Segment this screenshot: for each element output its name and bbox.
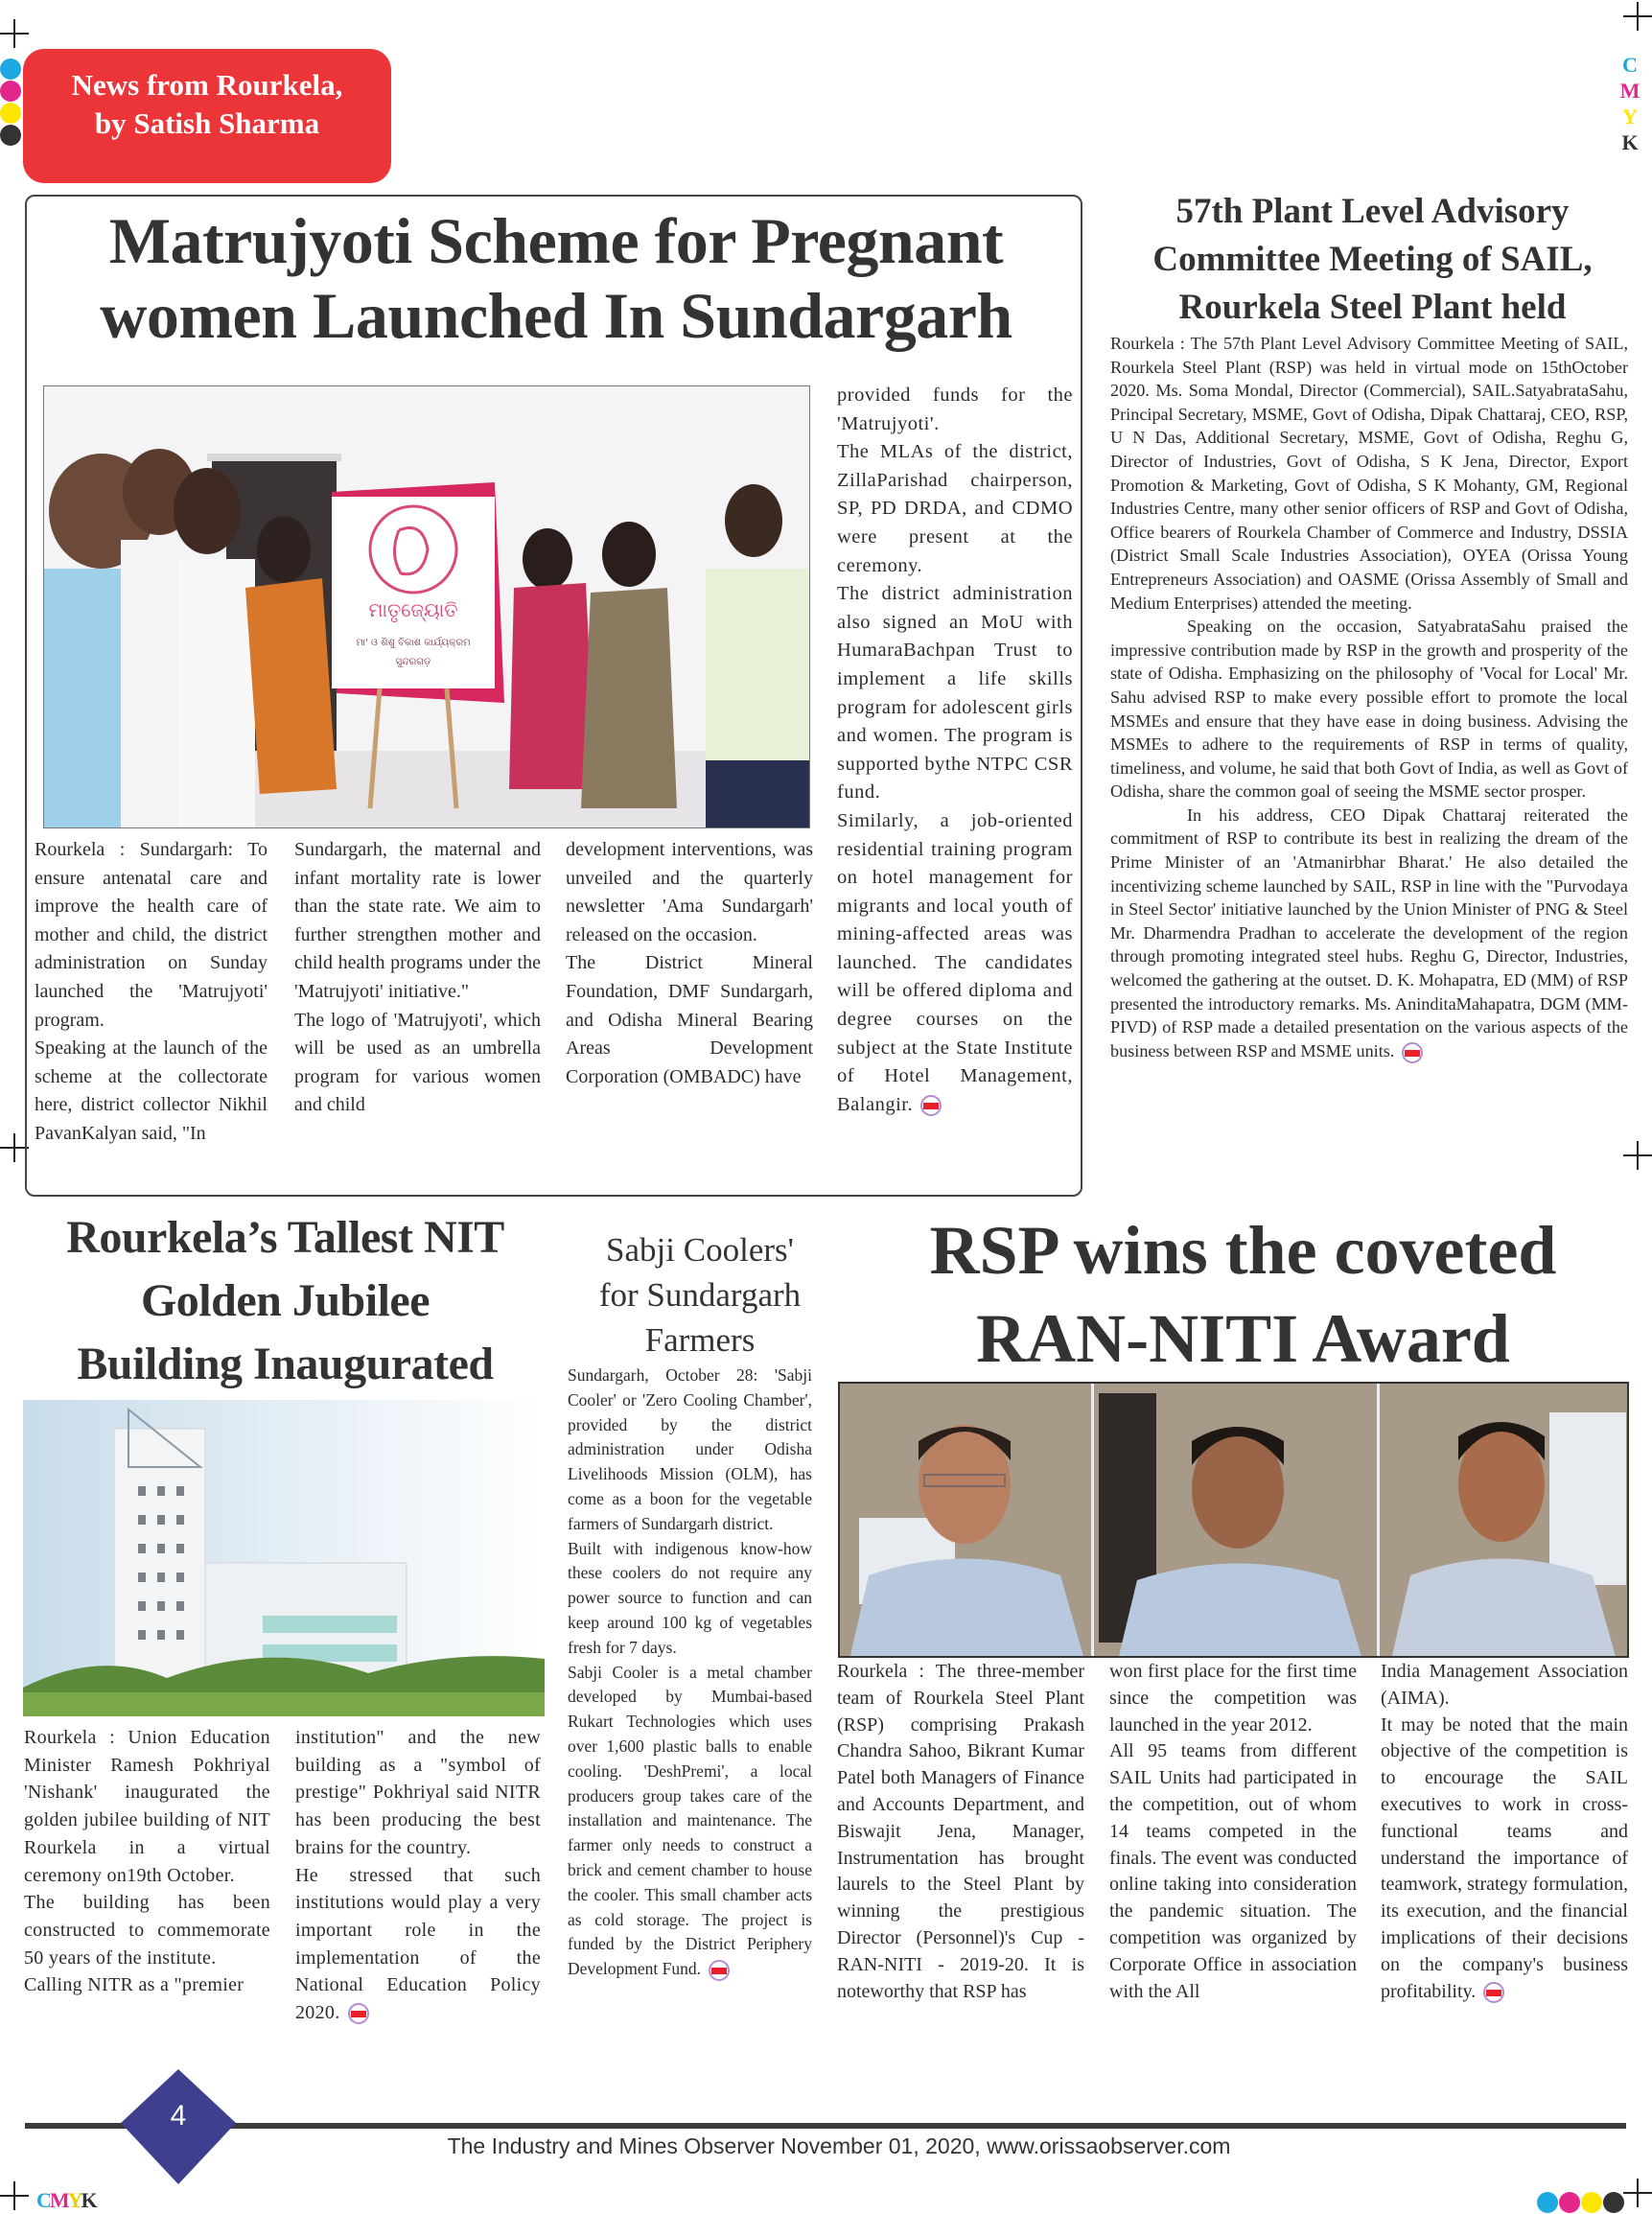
nit-column-1: Rourkela : Union Education Minister Ramesh Pokhriyal 'Nishank' inaugurated the golden jubilee building of NIT Rourkela in a virtual ceremony on19th October. The building has been constructed to commemorate 50 years of the institute. Calling NITR as a "premier xyxy=(24,1727,270,1996)
photo-matrujyoti-launch xyxy=(43,385,810,828)
matrujyoti-column-1: Rourkela : Sundargarh: To ensure antenatal care and improve the health care of mother and child, the district administration on Sunday launched the 'Matrujyoti' program. Speaking at the launch of the scheme at the collectorate here, district collector Nikhil PavanKalyan said, "In xyxy=(35,839,268,1144)
sign-place: ସୁନ୍ଦରଗଡ଼ xyxy=(395,657,431,667)
photo-nit-image xyxy=(23,1400,545,1716)
sabji-body: Sundargarh, October 28: 'Sabji Cooler' or 'Zero Cooling Chamber', provided by the district administration under Odisha Livelihoods Mission (OLM), has come as a boon for the vegetable farmers of Sundargarh district. Built with indigenous know-how these coolers do not require any power source to function and can keep around 100 kg of vegetables fresh for 7 days. Sabji Cooler is a metal chamber developed by Mumbai-based Rukart Technologies which uses over 1,600 plastic balls to enable cooling. 'DeshPremi', a local producers group takes care of the installation and maintenance. The farmer only needs to construct a brick and cement chamber to house the cooler. This small chamber acts as cold storage. The project is funded by the District Periphery Development Fund. xyxy=(568,1363,812,1982)
headline-sabji-coolers: Sabji Coolers' for Sundargarh Farmers xyxy=(598,1231,802,1359)
nit-column-2: institution" and the new building as a "symbol of prestige" Pokhriyal said NITR has been producing the best brains for the country. He stressed that such institutions would play a very important role in the implementation of the National Education Policy 2020. xyxy=(295,1727,541,2024)
yellow-dot xyxy=(1581,2192,1602,2213)
imo-endmark-icon xyxy=(920,1095,942,1116)
photo-nit-building xyxy=(23,1400,545,1716)
registration-mark xyxy=(1623,1141,1652,1170)
footer-rule xyxy=(25,2123,1626,2129)
magenta-dot xyxy=(1559,2192,1580,2213)
page-number: 4 xyxy=(170,2100,187,2132)
footer-publication-line: The Industry and Mines Observer November 01, 2020, www.orissaobserver.com xyxy=(447,2133,1231,2158)
yellow-dot xyxy=(0,103,21,124)
photo-rsp-team xyxy=(838,1382,1629,1658)
sign-title: ମାତୃଜ୍ୟୋତି xyxy=(368,598,458,621)
matrujyoti-column-2: Sundargarh, the maternal and infant mortality rate is lower than the state rate. We aim to further strengthen mother and child health programs under the 'Matrujyoti' initiative." The logo of 'Matrujyoti', which will be used as an umbrella program for various women and child xyxy=(294,839,541,1116)
badge-line-2: by Satish Sharma xyxy=(94,106,320,140)
registration-mark xyxy=(0,2181,29,2210)
plac-body: Rourkela : The 57th Plant Level Advisory Committee Meeting of SAIL, Rourkela Steel Plant (RSP) was held in virtual mode on 15thOctober 2020. Ms. Soma Mondal, Director (Commercial), SAIL.SatyabrataSahu, Principal Secretary, MSME, Govt of Odisha, Dipak Chattaraj, CEO, RSP, U N Das, Additional Secretary, MSME, Govt of Odisha, Reghu G, Director of Industries, Govt of Odisha, S K Jena, Director, Export Promotion & Marketing, Govt of Odisha, S K Mohanty, GM, Regional Industries Centre, many other senior officers of RSP and Govt of Odisha, Office bearers of Rourkela Chamber of Commerce and Industry, DSSIA (District Small Scale Industries Association), OYEA (Orissa Young Entrepreneurs Association) and OASME (Orissa Assembly of Small and Medium Enterprises) attended the meeting. Speaking on the occasion, SatyabrataSahu praised the impressive contribution made by RSP in the growth and prosperity of the state of Odisha. Emphasizing on the philosophy of 'Vocal for Local' Mr. Sahu advised RSP to make every possible effort to promote the local MSMEs and ensure that they have ease in doing business. Advising the MSMEs to adhere to the requirements of RSP in terms of quality, timeliness, and volume, he said that both Govt of India, as well as Govt of Odisha, share the common goal of seeing the MSME sector prosper. In his address, CEO Dipak Chattaraj reiterated the commitment of RSP to contribute its best in realizing the dream of the Prime Minister of an 'Atmanirbhar Bharat.' He also detailed the incentivizing scheme launched by SAIL, RSP in line with the "Purvodaya in Steel Sector' initiative launched by the Union Minister of PNG & Steel Mr. Dharmendra Pradhan to accelerate the development of the region through promoting integrated steel hubs. Reghu G, Director, Industries, welcomed the gathering at the outset. D. K. Mohapatra, ED (MM) of RSP presented the introductory remarks. Ms. AninditaMahapatra, DGM (MM-PIVD) of RSP made a detailed presentation on the various aspects of the business between RSP and MSME units. xyxy=(1110,332,1628,1063)
ran-niti-column-2: won first place for the first time since the competition was launched in the year 2012. All 95 teams from different SAIL Units had participated in the competition, out of whom 14 teams competed in the finals. The event was conducted online taking into consideration the pandemic situation. The competition was organized by Corporate Office in association with the All xyxy=(1109,1661,1357,2002)
cyan-dot xyxy=(1537,2192,1558,2213)
cmyk-label-vertical: C M Y K xyxy=(1619,53,1640,154)
photo-matrujyoti-image xyxy=(44,386,810,828)
black-dot xyxy=(1603,2192,1624,2213)
headline-ran-niti-award: RSP wins the coveted RAN-NITI Award xyxy=(929,1212,1557,1377)
registration-mark xyxy=(1623,2179,1652,2207)
ran-niti-column-1: Rourkela : The three-member team of Rourkela Steel Plant (RSP) comprising Prakash Chandra Sahoo, Bikrant Kumar Patel both Managers of Finance and Accounts Department, and Biswajit Jena, Manager, Instrumentation has brought laurels to the Steel Plant by winning the prestigious Director (Personnel)'s Cup - RAN-NITI - 2019-20. It is noteworthy that RSP has xyxy=(837,1661,1084,2002)
imo-endmark-icon xyxy=(709,1960,730,1981)
headline-plac-meeting: 57th Plant Level Advisory Committee Meeting of SAIL, Rourkela Steel Plant held xyxy=(1152,192,1593,327)
section-badge xyxy=(23,49,391,183)
registration-mark xyxy=(1623,2,1652,31)
imo-endmark-icon xyxy=(1402,1042,1423,1063)
magenta-dot xyxy=(0,81,21,102)
matrujyoti-column-4: provided funds for the 'Matrujyoti'. The MLAs of the district, ZillaParishad chairperson, SP, PD DRDA, and CDMO were present at the ceremony. The district administration also signed an MoU with HumaraBachpan Trust to implement a life skills program for adolescent girls and women. The program is supported bythe NTPC CSR fund. Similarly, a job-oriented residential training program on hotel management for migrants and local youth of mining-affected areas was launched. The candidates will be offered diploma and degree courses on the subject at the State Institute of Hotel Management, Balangir. xyxy=(837,385,1073,1115)
ran-niti-column-3: India Management Association (AIMA). It may be noted that the main objective of the competition is to encourage the SAIL executives to work in cross-functional teams and understand the importance of teamwork, strategy formulation, its execution, and the financial implications of their decisions on the company's business profitability. xyxy=(1381,1661,1628,2002)
matrujyoti-column-3: development interventions, was unveiled and the quarterly newsletter 'Ama Sundargarh' released on the occasion. The District Mineral Foundation, DMF Sundargarh, and Odisha Mineral Bearing Areas Development Corporation (OMBADC) have xyxy=(566,839,813,1087)
photo-rsp-team-image xyxy=(840,1384,1629,1658)
sign-subtitle: ମା' ଓ ଶିଶୁ ବିକାଶ କାର୍ଯ୍ୟକ୍ରମ xyxy=(356,638,471,648)
headline-matrujyoti: Matrujyoti Scheme for Pregnant women Launched In Sundargarh xyxy=(100,204,1012,352)
cmyk-label-horizontal: CMYK xyxy=(36,2188,96,2212)
registration-mark xyxy=(0,19,29,48)
imo-endmark-icon xyxy=(1483,1982,1504,2003)
badge-line-1: News from Rourkela, xyxy=(71,68,343,102)
black-dot xyxy=(0,125,21,146)
headline-nit-building: Rourkela’s Tallest NIT Golden Jubilee Building Inaugurated xyxy=(66,1212,504,1389)
cyan-dot xyxy=(0,58,21,80)
imo-endmark-icon xyxy=(348,2003,369,2024)
